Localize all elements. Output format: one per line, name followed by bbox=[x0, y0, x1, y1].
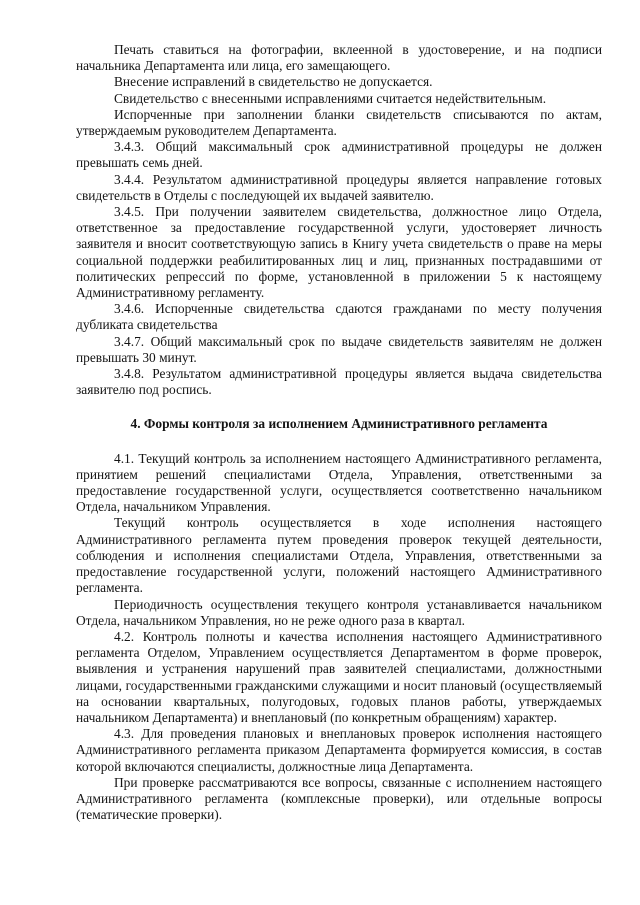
paragraph: Внесение исправлений в свидетельство не допускается. bbox=[114, 74, 433, 90]
paragraph: 3.4.5. При получении заявителем свидетельства, должностное лицо Отдела, ответственное за предоставление государственной услуги, удостоверяет личность заявителя и вносит соответствующую запись в Книгу учета свидетельств о праве на меры социальной поддержки реабилитированных лиц и лиц, признанных пострадавшими от политических репрессий по форме, установленной в приложении 5 к настоящему Административному регламенту. bbox=[76, 204, 602, 301]
paragraph: Периодичность осуществления текущего контроля устанавливается начальником Отдела, начальником Управления, но не реже одного раза в квартал. bbox=[76, 596, 602, 628]
paragraph: 3.4.7. Общий максимальный срок по выдаче свидетельств заявителям не должен превышать 30 минут. bbox=[76, 333, 602, 365]
paragraph: Печать ставиться на фотографии, вклеенной в удостоверение, и на подписи начальника Департамента или лица, его замещающего. bbox=[76, 42, 602, 74]
paragraph: 3.4.4. Результатом административной процедуры является направление готовых свидетельств в Отделы с последующей их выдачей заявителю. bbox=[76, 171, 602, 203]
paragraph: 4.2. Контроль полноты и качества исполнения настоящего Административного регламента Отделом, Управлением осуществляется Департаментом в форме проверок, выявления и устранения нарушений прав заявителей специалистами, должностными лицами, государственными гражданскими служащими и носит плановый (осуществляемый на основании квартальных, полугодовых, годовых планов работы, утверждаемых начальником Департамента) и внеплановый (по конкретным обращениям) характер. bbox=[76, 628, 602, 725]
paragraph: 3.4.3. Общий максимальный срок административной процедуры не должен превышать семь дней. bbox=[76, 139, 602, 171]
paragraph: Испорченные при заполнении бланки свидетельств списываются по актам, утверждаемым руководителем Департамента. bbox=[76, 106, 602, 139]
paragraph: 3.4.8. Результатом административной процедуры является выдача свидетельства заявителю под роспись. bbox=[76, 366, 602, 398]
paragraph: 4.3. Для проведения плановых и внеплановых проверок исполнения настоящего Административного регламента приказом Департамента формируется комиссия, в состав которой включаются специалисты, должностные лица Департамента. bbox=[76, 726, 602, 774]
document-body bbox=[76, 42, 602, 823]
paragraph: Свидетельство с внесенными исправлениями считается недействительным. bbox=[114, 90, 547, 106]
paragraph: 3.4.6. Испорченные свидетельства сдаются гражданами по месту получения дубликата свидетельства bbox=[76, 301, 602, 333]
paragraph: Текущий контроль осуществляется в ходе исполнения настоящего Административного регламента путем проведения проверок текущей деятельности, соблюдения и исполнения специалистами Отдела, Управления, ответственными за предоставление государственной услуги, положений настоящего Административного регламента. bbox=[76, 515, 602, 596]
paragraph: 4.1. Текущий контроль за исполнением настоящего Административного регламента, принятием решений специалистами Отдела, Управления, ответственными за предоставление государственной услуги, осуществляется соответственно начальником Отдела, начальником Управления. bbox=[76, 450, 602, 515]
section-heading: 4. Формы контроля за исполнением Административного регламента bbox=[130, 416, 548, 432]
paragraph: При проверке рассматриваются все вопросы, связанные с исполнением настоящего Административного регламента (комплексные проверки), или отдельные вопросы (тематические проверки). bbox=[76, 774, 602, 823]
